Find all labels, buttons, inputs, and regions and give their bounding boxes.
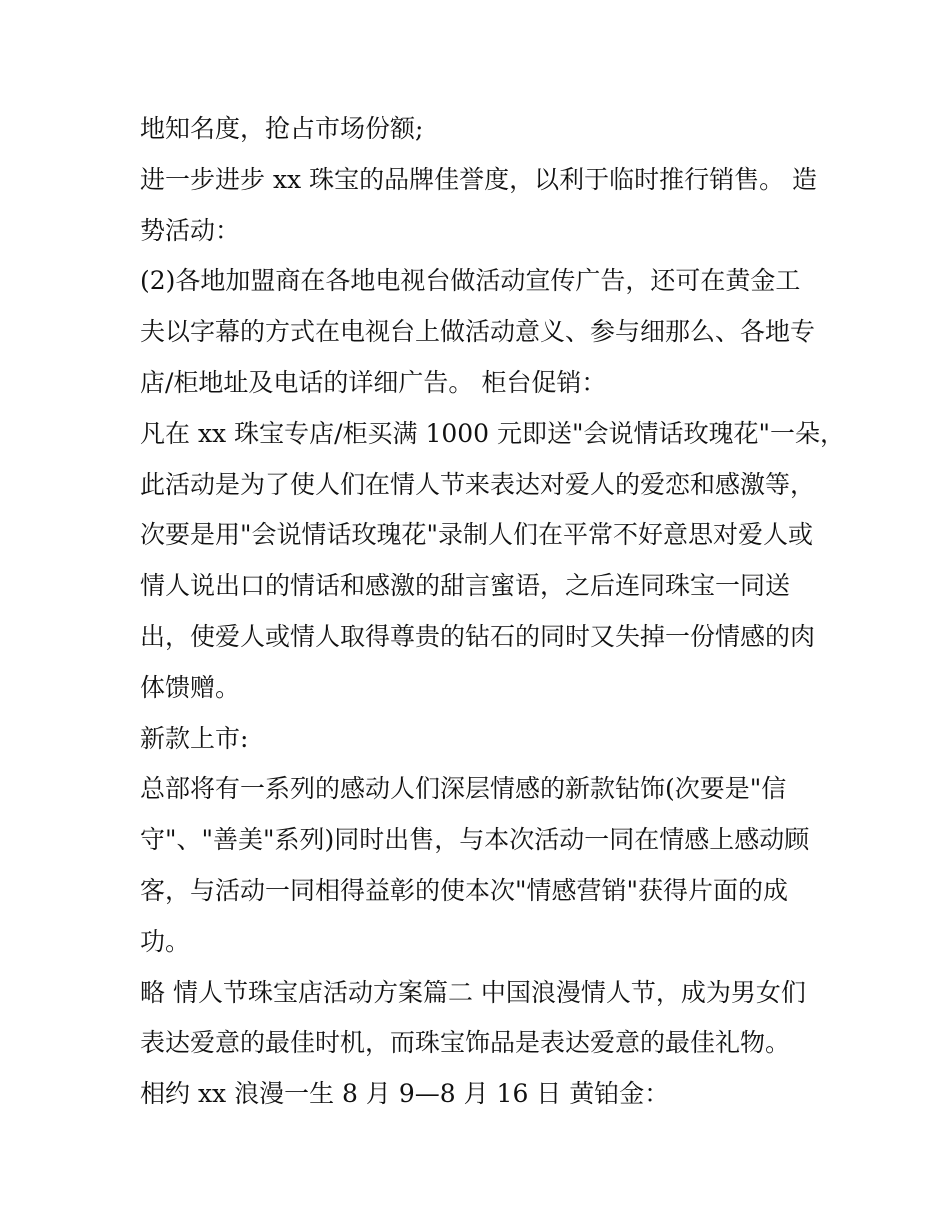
- text-line: 此活动是为了使人们在情人节来表达对爱人的爱恋和感激等，: [140, 469, 816, 499]
- text-line: 客，与活动一同相得益彰的使本次"情感营销"获得片面的成: [140, 875, 789, 905]
- text-line: 店/柜地址及电话的详细广告。 柜台促销：: [140, 367, 607, 397]
- text-line: 地知名度，抢占市场份额;: [140, 114, 424, 143]
- text-line: 略 情人节珠宝店活动方案篇二 中国浪漫情人节，成为男女们: [140, 977, 806, 1007]
- text-line: (2)各地加盟商在各地电视台做活动宣传广告，还可在黄金工: [140, 266, 801, 296]
- text-line: 守"、"善美"系列)同时出售，与本次活动一同在情感上感动顾: [140, 825, 810, 855]
- text-line: 次要是用"会说情话玫瑰花"录制人们在平常不好意思对爱人或: [140, 520, 814, 550]
- text-line: 夫以字幕的方式在电视台上做活动意义、参与细那么、各地专: [140, 317, 816, 347]
- text-line: 出，使爱人或情人取得尊贵的钻石的同时又失掉一份情感的肉: [140, 621, 816, 651]
- document-body: [140, 104, 846, 1120]
- text-line: 势活动：: [140, 215, 241, 245]
- text-line: 表达爱意的最佳时机，而珠宝饰品是表达爱意的最佳礼物。: [140, 1028, 791, 1058]
- text-line: 总部将有一系列的感动人们深层情感的新款钻饰(次要是"信: [140, 774, 787, 804]
- text-line: 凡在 xx 珠宝专店/柜买满 1000 元即送"会说情话玫瑰花"一朵，: [140, 418, 846, 448]
- text-line: 进一步进步 xx 珠宝的品牌佳誉度，以利于临时推行销售。 造: [140, 164, 818, 194]
- text-line: 功。: [140, 926, 191, 956]
- text-line: 情人说出口的情话和感激的甜言蜜语，之后连同珠宝一同送: [140, 571, 791, 601]
- section-heading: 新款上市:: [140, 723, 249, 753]
- text-line: 体馈赠。: [140, 672, 241, 702]
- text-line: 相约 xx 浪漫一生 8 月 9—8 月 16 日 黄铂金：: [140, 1079, 670, 1109]
